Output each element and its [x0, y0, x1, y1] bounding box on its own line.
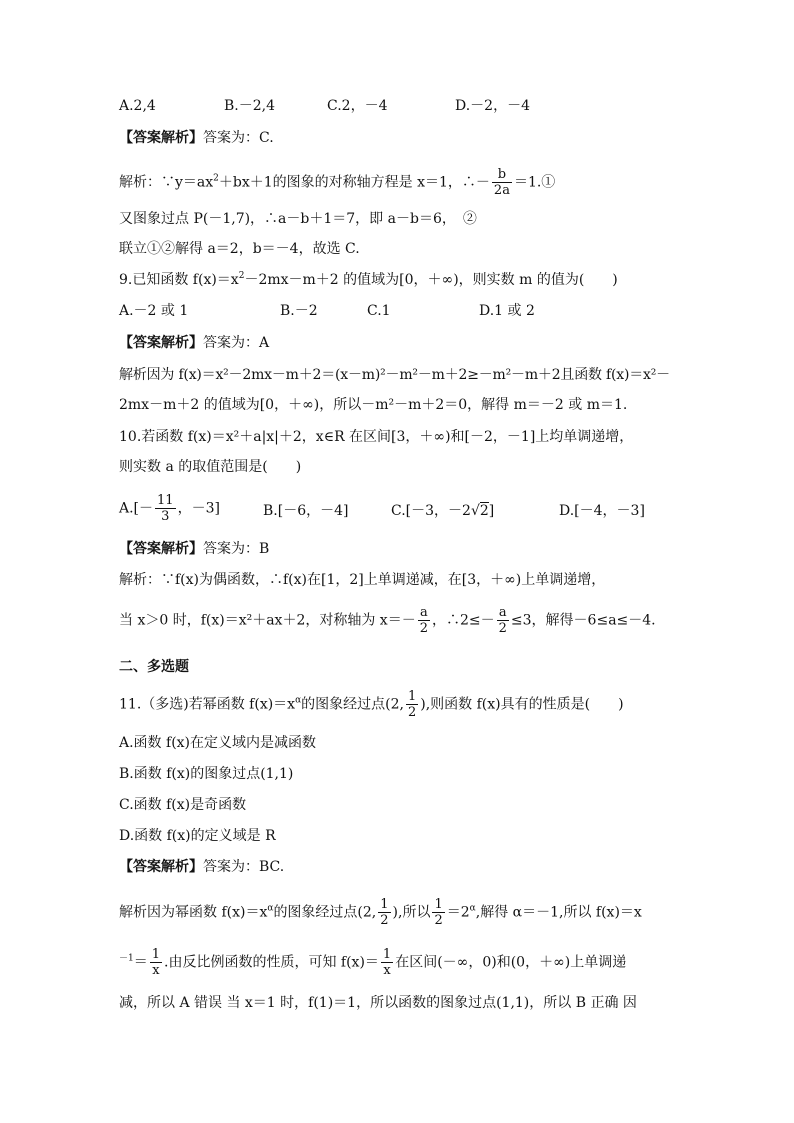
q9-option-a: A.－2 或 1	[119, 303, 189, 319]
q9-stem: 9.已知函数 $f(x)=x^2-2mx-m+2$ 的值域为[0，＋∞)，则实数 m 的值为( )	[119, 271, 618, 288]
numerator: a	[497, 605, 509, 621]
q11-solution-line-1	[119, 897, 642, 928]
text: ,解得 α＝－1,所以 f(x)＝x	[475, 904, 642, 921]
q9-option-c: C.1	[367, 303, 391, 319]
fraction	[497, 605, 509, 636]
q10-option-b: B.[－6，－4]	[263, 503, 349, 519]
text: ，∴2≤－	[432, 612, 495, 629]
q11-option-a: A.函数 f(x)在定义域内是减函数	[119, 735, 317, 751]
exponent: α	[267, 903, 274, 914]
fraction	[378, 897, 390, 928]
answer-text: 答案为：B	[203, 541, 270, 557]
text: ),则函数 f(x)具有的性质是( )	[420, 696, 624, 713]
q11-stem	[119, 689, 624, 720]
denominator: 3	[161, 509, 170, 524]
text: 的图象经过点(2,	[273, 904, 377, 921]
text: C.[－3，－2	[391, 503, 471, 519]
fraction	[155, 493, 176, 524]
q9-option-b: B.－2	[280, 303, 318, 319]
fraction	[150, 947, 162, 978]
text: 解析：∵y＝ax	[119, 174, 214, 191]
q10-option-c	[391, 501, 494, 521]
q8-option-d: D.－2，－4	[455, 98, 530, 114]
q10-stem-line-2: 则实数 a 的取值范围是( )	[119, 459, 302, 475]
text: ＝	[133, 954, 148, 971]
q10-option-a	[119, 493, 220, 524]
q10-solution-line-1: 解析：∵f(x)为偶函数，∴f(x)在[1，2]上单调递减，在[3，＋∞)上单调递增，	[119, 572, 606, 588]
sqrt-radical: √2	[470, 503, 489, 519]
text: .由反比例函数的性质，可知 f(x)＝	[164, 954, 379, 971]
q8-option-a: A.2,4	[119, 98, 156, 114]
answer-label: 【答案解析】	[119, 859, 203, 875]
denominator: x	[152, 963, 160, 978]
q9-solution-line-1: 解析因为 f(x)＝x²－2mx－m＋2＝(x－m)²－m²－m＋2≥－m²－m＋2且函数 f(x)＝x²－	[119, 367, 670, 383]
text: ＝1.①	[513, 174, 556, 191]
text: 在区间(－∞，0)和(0，＋∞)上单调递	[395, 954, 627, 971]
text: －2mx－m＋2 的值域为[0，＋∞)，则实数 m 的值为( )	[244, 272, 618, 288]
q8-solution-line-2: 又图象过点 P(－1,7)，∴a－b＋1＝7，即 a－b＝6， ②	[119, 211, 477, 227]
denominator: 2	[380, 913, 389, 928]
fraction	[406, 689, 418, 720]
denominator: 2	[498, 621, 507, 636]
text: A.[－	[119, 500, 154, 517]
denominator: 2	[434, 913, 443, 928]
q8-solution-line-1: 解析：$\because y=ax^2+bx+1$的图象的对称轴方程是 x＝1，∴－ $\frac{b}{2a}$ ＝1.①	[119, 167, 556, 198]
text: ]	[488, 503, 495, 519]
q11-solution-line-2	[119, 947, 626, 978]
text: 11.（多选)若幂函数 f(x)＝x	[119, 696, 296, 713]
denominator: 2	[407, 705, 417, 720]
text: 的图象经过点(2,	[301, 696, 404, 713]
answer-text: 答案为：BC.	[203, 859, 285, 875]
exponent: α	[295, 695, 302, 706]
q9-answer	[119, 333, 269, 353]
q11-answer	[119, 857, 284, 877]
numerator: 11	[157, 493, 174, 508]
text: 9.已知函数 f(x)＝x	[119, 272, 239, 288]
q11-option-d: D.函数 f(x)的定义域是 R	[119, 828, 276, 844]
numerator: 1	[407, 689, 417, 704]
q8-answer	[119, 128, 274, 148]
exponent: －1	[119, 953, 134, 964]
text: ),所以	[392, 904, 431, 921]
text: ＝2	[446, 904, 470, 921]
exponent: α	[469, 903, 476, 914]
fraction	[432, 897, 444, 928]
text: 解析因为幂函数 f(x)＝x	[119, 904, 268, 921]
numerator: 1	[382, 947, 392, 962]
text: 当 x＞0 时，f(x)＝x²＋ax＋2，对称轴为 x＝－	[119, 612, 416, 629]
denominator: 2a	[493, 183, 510, 198]
radicand: 2	[479, 503, 489, 519]
q10-options	[119, 493, 719, 529]
numerator: 1	[151, 947, 161, 962]
q10-solution-line-2	[119, 605, 656, 636]
answer-label: 【答案解析】	[119, 541, 203, 557]
q8-solution-line-3: 联立①②解得 a＝2，b＝－4，故选 C.	[119, 241, 360, 257]
fraction	[418, 605, 430, 636]
answer-text: 答案为：C.	[203, 130, 274, 146]
q10-answer	[119, 539, 269, 559]
q8-option-b: B.－2,4	[224, 98, 276, 114]
denominator: 2	[419, 621, 428, 636]
fraction	[381, 947, 393, 978]
numerator: 1	[380, 897, 389, 912]
numerator: 1	[434, 897, 443, 912]
numerator: b	[492, 167, 512, 183]
text: ≤3，解得－6≤a≤－4.	[510, 612, 656, 629]
q11-solution-line-3: 减，所以 A 错误 当 x＝1 时，f(1)＝1，所以函数的图象过点(1,1)，所以 B 正确 因	[119, 995, 637, 1011]
q9-option-d: D.1 或 2	[479, 303, 535, 319]
q10-stem-line-1: 10.若函数 f(x)＝x²＋a|x|＋2，x∈R 在区间[3，＋∞)和[－2，－1]上均单调递增，	[119, 429, 634, 445]
answer-label: 【答案解析】	[119, 335, 203, 351]
q9-solution-line-2: 2mx－m＋2 的值域为[0，＋∞)，所以－m²－m＋2＝0，解得 m＝－2 或 m＝1.	[119, 397, 628, 413]
q11-option-c: C.函数 f(x)是奇函数	[119, 797, 247, 813]
q8-option-c: C.2，－4	[327, 98, 388, 114]
numerator: a	[418, 605, 430, 621]
fraction	[492, 167, 512, 198]
text: ，－3]	[177, 500, 220, 517]
q11-option-b: B.函数 f(x)的图象过点(1,1)	[119, 766, 294, 782]
answer-text: 答案为：A	[203, 335, 270, 351]
q10-option-d: D.[－4，－3]	[559, 503, 645, 519]
section-heading: 二、多选题	[119, 659, 189, 675]
text: ＋bx＋1的图象的对称轴方程是 x＝1，∴－	[218, 174, 490, 191]
answer-label: 【答案解析】	[119, 130, 203, 146]
denominator: x	[383, 963, 391, 978]
